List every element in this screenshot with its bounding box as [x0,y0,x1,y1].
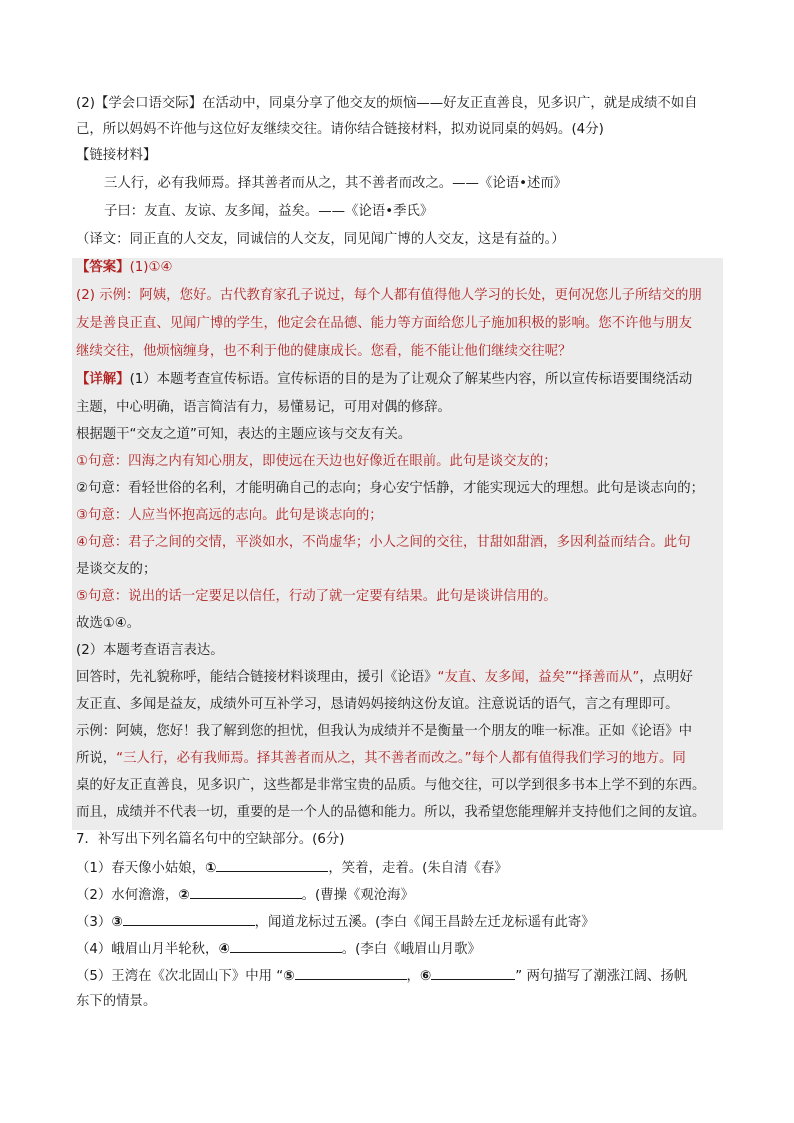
question-7-item-5-line-2: 东下的情景。 [76,994,157,1009]
detail-line-3: 根据题干“交友之道”可知，表达的主题应该与交友有关。 [76,427,412,442]
answer-part-1: (1)①④ [129,260,173,275]
item-3-prefix: （3） [76,915,112,930]
answer-part-2-line-3: 继续交往，他烦恼缠身，也不利于他的健康成长。您看，能不能让他们继续交往呢？ [76,344,572,359]
item-3-blank[interactable] [123,911,255,926]
item-2-prefix: （2）水何澹澹， [76,888,179,903]
question-7-item-5 [76,965,687,987]
question-7-item-4 [76,938,481,960]
part-2-line-3: 示例：阿姨，您好！我了解到您的担忧，但我认为成绩并不是衡量一个朋友的唯一标准。正如《论语》中 [76,724,692,739]
part-2-line-1a: 回答时，先礼貌称呼，能结合链接材料谈理由，援引《论语》 [76,670,438,685]
part-2-line-1c: ，点明好 [639,670,693,685]
item-5-marker-1: ⑤ [283,969,295,984]
sentence-meaning-1: ①句意：四海之内有知心朋友，即使远在天边也好像近在眼前。此句是谈交友的； [76,454,557,469]
sentence-meaning-2: ②句意：看轻世俗的名利，才能明确自己的志向；身心安宁恬静，才能实现远大的理想。此句是谈志向的； [76,481,704,496]
question-6-2-line-1: (2)【学会口语交际】在活动中，同桌分享了他交友的烦恼——好友正直善良，见多识广，就是成绩不如自 [76,96,698,111]
item-5-blank-1[interactable] [295,965,407,980]
detail-text-1: (1）本题考查宣传标语。宣传标语的目的是为了让观众了解某些内容，所以宣传标语要围绕活动 [129,372,693,387]
sentence-meaning-4a: ④句意：君子之间的交情，平淡如水，不尚虚华；小人之间的交往，甘甜如甜酒，多因利益而结合。此句 [76,535,691,550]
part-2-title: (2）本题考查语言表达。 [76,643,224,658]
answer-tag: 【答案】 [76,260,130,275]
sentence-meaning-5: ⑤句意：说出的话一定要足以信任，行动了就一定要有结果。此句是谈讲信用的。 [76,589,557,604]
part-2-line-4a: 所说， [76,751,117,766]
question-7-item-2 [76,884,414,906]
answer-line-1 [76,258,173,278]
item-4-prefix: （4）峨眉山月半轮秋， [76,942,219,957]
material-quote-1: 三人行，必有我师焉。择其善者而从之，其不善者而改之。——《论语•述而》 [104,176,568,191]
question-7-item-3 [76,911,595,933]
item-2-marker: ② [178,888,190,903]
question-7-title: 7．补写出下列名篇名句中的空缺部分。(6分) [76,832,345,847]
item-5-marker-2: ⑥ [419,969,432,984]
detail-line-1 [76,370,692,390]
item-2-suffix: 。(曹操《观沧海》 [301,888,414,903]
question-6-2-line-2: 己，所以妈妈不许他与这位好友继续交往。请你结合链接材料，拟劝说同桌的妈妈。(4分) [76,122,604,137]
sentence-meaning-4b: 是谈交友的； [76,562,157,577]
answer-part-2-line-1: (2) 示例：阿姨，您好。古代教育家孔子说过，每个人都有值得他人学习的长处，更何况您儿子所结交的朋 [76,288,702,303]
item-3-marker: ③ [111,915,123,930]
part-2-line-4b: “三人行，必有我师焉。择其善者而从之，其不善者而改之。” [116,751,472,766]
item-3-suffix: ，闻道龙标过五溪。(李白《闻王昌龄左迁龙标遥有此寄》 [254,915,595,930]
question-7-item-1 [76,857,508,879]
detail-tag: 【详解】 [76,372,130,387]
item-4-blank[interactable] [230,938,342,953]
part-2-line-1b: “友直、友多闻，益矣”“择善而从” [437,670,640,685]
material-translation: （译文：同正直的人交友，同诚信的人交友，同见闻广博的人交友，这是有益的。） [76,232,565,247]
part-2-line-5: 桌的好友正直善良，见多识广，这些都是非常宝贵的品质。与他交往，可以学到很多书本上学不到的东西。 [76,778,706,793]
choice-conclusion: 故选①④。 [76,616,141,631]
item-4-marker: ④ [218,942,230,957]
item-1-blank[interactable] [216,857,328,872]
part-2-line-4c: 每个人都有值得我们学习的地方。同 [471,751,686,766]
material-quote-2: 子曰：友直、友谅、友多闻，益矣。——《论语•季氏》 [104,204,434,219]
item-5-prefix: （5）王湾在《次北固山下》中用 “ [76,969,284,984]
item-5-suffix: ” 两句描写了潮涨江阔、扬帆 [515,969,688,984]
item-1-marker: ① [205,861,217,876]
detail-line-2: 主题，中心明确，语言简洁有力，易懂易记，可用对偶的修辞。 [76,400,451,415]
part-2-line-4 [76,749,686,769]
answer-part-2-line-2: 友是善良正直、见闻广博的学生，他定会在品德、能力等方面给您儿子施加积极的影响。您不许他与朋友 [76,316,692,331]
part-2-line-2: 友正直、多闻是益友，成绩外可互补学习，恳请妈妈接纳这份友谊。注意说话的语气，言之有理即可。 [76,697,679,712]
item-1-prefix: （1）春天像小姑娘， [76,861,206,876]
part-2-line-6: 而且，成绩并不代表一切，重要的是一个人的品德和能力。所以，我希望您能理解并支持他们之间的友谊。 [76,805,706,820]
part-2-line-1 [76,668,693,688]
sentence-meaning-3: ③句意：人应当怀抱高远的志向。此句是谈志向的； [76,508,383,523]
item-2-blank[interactable] [190,884,302,899]
material-title: 【链接材料】 [76,148,157,163]
item-1-suffix: ，笑着，走着。(朱自清《春》 [328,861,508,876]
item-4-suffix: 。(李白《峨眉山月歌》 [341,942,481,957]
item-5-blank-2[interactable] [431,965,515,980]
item-5-separator: ， [406,969,420,984]
